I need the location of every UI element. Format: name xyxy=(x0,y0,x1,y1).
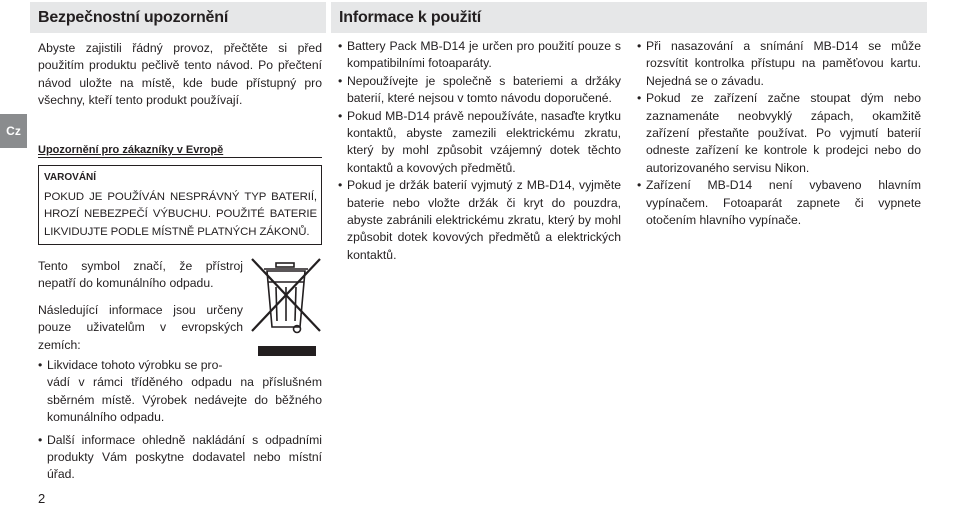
list-item: • Nepoužívejte je společně s bateriemi a držáky baterií, které nejsou v tomto návodu doporučené. xyxy=(338,73,621,108)
intro-paragraph: Abyste zajistili řádný provoz, přečtěte si před použitím produktu pečlivě tento návod. Po přečtení návod uložte na místě, kde bude přístupný pro všechny, kteří tento produkt používají. xyxy=(38,41,322,108)
symbol-description: Tento symbol značí, že přístroj nepatří do komunálního odpadu. xyxy=(38,259,243,291)
list-item: • Další informace ohledně nakládání s odpadními produkty Vám poskytne dodavatel nebo místní úřad. xyxy=(38,432,322,484)
eu-customers-heading: Upozornění pro zákazníky v Evropě xyxy=(38,143,322,158)
list-item: • Pokud ze zařízení začne stoupat dým nebo zaznamenáte neobvyklý zápach, okamžitě zařízení přestaňte používat. Po vyjmutí baterií odneste zařízení ke kontrole k prodejci nebo do autorizovaného servisu Nikon. xyxy=(637,90,921,177)
page-number: 2 xyxy=(38,491,46,506)
eu-disposal-list xyxy=(38,357,322,489)
section-header-usage xyxy=(331,2,927,33)
list-item: • Battery Pack MB-D14 je určen pro použití pouze s kompatibilními fotoaparáty. xyxy=(338,38,621,73)
crossed-out-bin-icon xyxy=(250,257,322,359)
section-header-safety xyxy=(30,2,326,33)
list-item-first-line: • Likvidace tohoto výrobku se pro- xyxy=(47,358,223,372)
section-title-usage: Informace k použití xyxy=(339,9,481,26)
usage-list-column-1 xyxy=(338,38,621,264)
list-item: • Pokud MB-D14 právě nepoužíváte, nasaďte krytku kontaktů, abyste zamezili elektrickému zkratu, který by mohl způsobit vzájemný dotek těchto kontaktů a kovových předmětů. xyxy=(338,108,621,178)
list-item xyxy=(38,357,322,427)
list-item: • Pokud je držák baterií vyjmutý z MB-D14, vyjměte baterie nebo vložte držák či kryt do pouzdra, abyste zabránili elektrickému zkratu, který by mohl způsobit dotek kovových předmětů a elektrických kontaktů. xyxy=(338,177,621,264)
list-item: • Při nasazování a snímání MB-D14 se může rozsvítit kontrolka přístupu na paměťovou kartu. Nejedná se o závadu. xyxy=(637,38,921,90)
usage-list-column-2 xyxy=(637,38,921,229)
warning-title: VAROVÁNÍ xyxy=(44,172,97,183)
section-title-safety: Bezpečnostní upozornění xyxy=(38,9,229,26)
list-item: • Zařízení MB-D14 není vybaveno hlavním vypínačem. Fotoaparát zapnete či vypnete otočením hlavního vypínače. xyxy=(637,177,921,229)
language-tab: Cz xyxy=(0,114,27,148)
eu-info-text: Následující informace jsou určeny pouze uživatelům v evropských zemích: xyxy=(38,303,243,352)
warning-body: POKUD JE POUŽÍVÁN NESPRÁVNÝ TYP BATERIÍ, HROZÍ NEBEZPEČÍ VÝBUCHU. POUŽITÉ BATERIE LIKVIDUJTE PODLE MÍSTNĚ PLATNÝCH ZÁKONŮ. xyxy=(44,191,317,238)
warning-box xyxy=(38,165,322,245)
list-item-rest: vádí v rámci tříděného odpadu na příslušném sběrném místě. Výrobek nedávejte do běžného komunálního odpadu. xyxy=(47,375,322,425)
